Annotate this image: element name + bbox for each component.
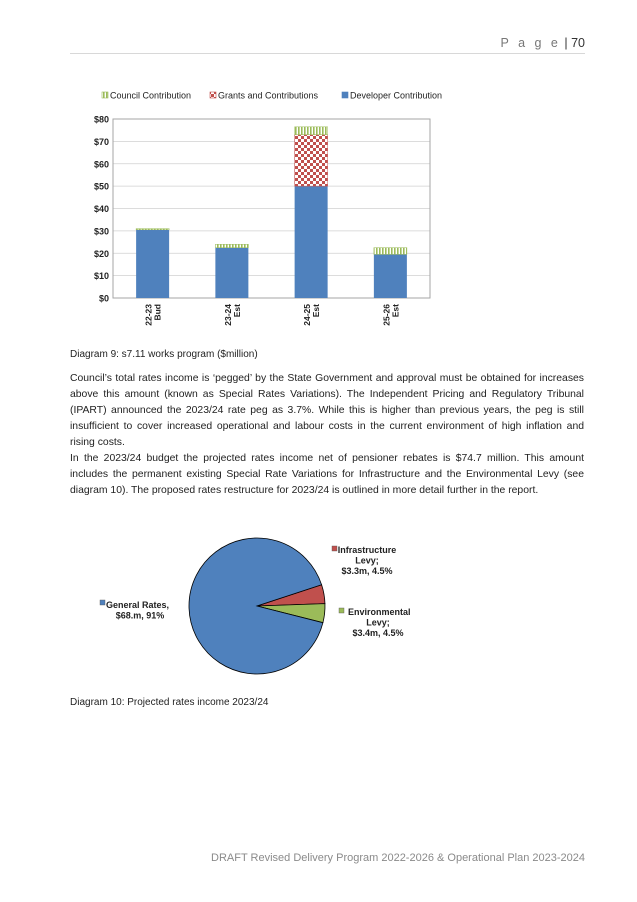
header-rule [70,53,585,54]
x-tick-text: 23-24 [222,304,233,326]
bar-segment-0-2 [295,186,328,298]
bar-chart-x-ticks [144,304,401,326]
bar-segment-2-0 [136,229,169,230]
y-tick-label: $80 [93,114,109,125]
x-tick-text: 25-26 [381,304,392,326]
x-tick-text: Est [231,304,242,318]
y-tick-label: $20 [93,248,109,259]
y-tick-label: $40 [93,204,109,214]
pie-chart-slices [189,538,325,674]
legend-label-1: Grants and Contributions [218,90,319,101]
bar-segment-0-0 [136,230,169,298]
pie-label-text-2: Levy; [366,617,390,628]
pie-label-text-2: Environmental [348,607,411,617]
bar-segment-2-3 [374,248,407,255]
x-tick-text: 22-23 [143,304,154,326]
bar-segment-0-3 [374,254,407,298]
y-tick-label: $50 [93,181,109,192]
bar-chart-bars [136,127,407,298]
page-footer: DRAFT Revised Delivery Program 2022-2026 & Operational Plan 2023-2024 [211,852,585,864]
pie-label-text-0: $68.m, 91% [115,610,165,621]
legend-label-2: Developer Contribution [350,90,443,101]
x-tick-label-3 [381,304,400,326]
bar-chart-y-ticks [94,115,109,304]
rates-income-pie-chart [70,528,490,688]
legend-swatch-1 [210,92,216,98]
x-tick-label-1 [223,304,242,326]
bar-segment-2-1 [215,244,248,247]
page-word: P a g e [500,36,561,50]
pie-label-swatch-2 [339,608,344,613]
pie-label-text-2: $3.4m, 4.5% [352,628,404,638]
diagram9-caption: Diagram 9: s7.11 works program ($million) [70,349,258,360]
pie-label-text-1: Infrastructure [337,545,397,555]
x-tick-text: Est [390,304,401,318]
paragraph-rates-income: In the 2023/24 budget the projected rates income net of pensioner rebates is $74.7 million. This amount includes the permanent existing Special Rate Variations for Infrastructure and the Environmental Levy (see diagram 10). The proposed rates restructure for 2023/24 is outlined in more detail further in the report. [70,453,584,496]
works-program-bar-chart [70,85,450,335]
x-tick-label-2 [302,304,321,326]
pie-label-text-0: General Rates, [105,600,169,610]
y-tick-label: $10 [93,271,109,282]
page-separator: | [564,36,568,50]
bar-segment-0-1 [215,248,248,298]
x-tick-text: Bud [152,304,163,321]
legend-label-0: Council Contribution [110,90,192,101]
pie-label-swatch-0 [100,600,105,605]
legend-swatch-2 [342,92,348,98]
paragraph-rates-peg: Council’s total rates income is ‘pegged’ by the State Government and approval must be obtained for increases above this amount (known as Special Rates Variations). The Independent Pricing and Regulatory Tribunal (IPART) announced the 2023/24 rate peg as 3.7%. While this is higher than previous years, the peg is still insufficient to cover increased operational and labour costs in the current environment of high inflation and rising costs. [70,373,584,448]
page-number: 70 [571,36,585,50]
pie-label-text-1: $3.3m, 4.5% [341,566,393,576]
y-tick-label: $60 [93,159,109,170]
y-tick-label: $0 [98,293,109,304]
x-tick-text: 24-25 [302,304,313,326]
diagram10-caption: Diagram 10: Projected rates income 2023/24 [70,697,269,708]
legend-swatch-0 [102,92,108,98]
x-tick-label-0 [144,304,163,326]
y-tick-label: $30 [93,226,109,237]
bar-chart-legend [102,91,442,101]
page-header [500,36,585,50]
bar-segment-1-2 [295,135,328,186]
y-tick-label: $70 [93,136,109,147]
pie-label-swatch-1 [332,546,337,551]
pie-label-text-1: Levy; [355,555,379,566]
bar-segment-2-2 [295,127,328,135]
x-tick-text: Est [311,304,322,318]
